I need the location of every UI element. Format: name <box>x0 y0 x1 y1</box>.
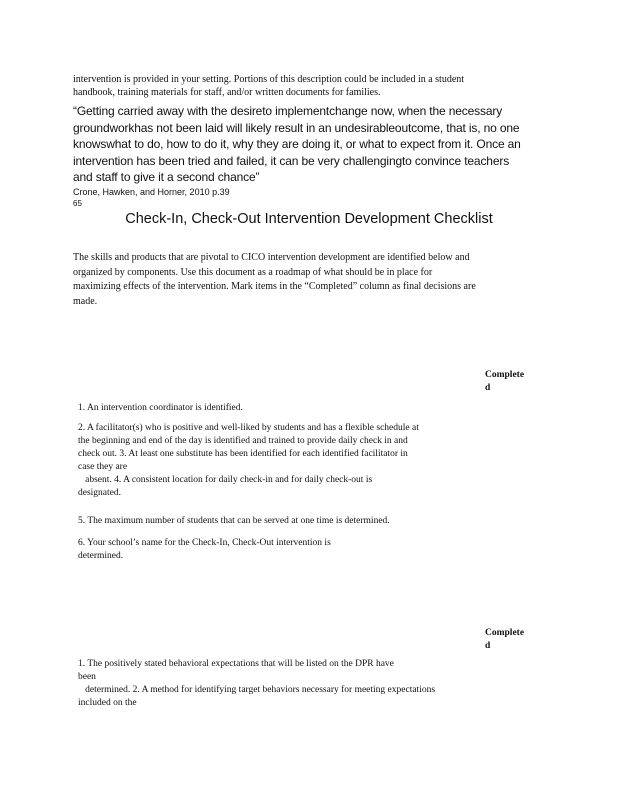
page-number: 65 <box>73 199 82 208</box>
checklist-item <box>78 402 243 415</box>
item-line: case they are <box>78 462 128 472</box>
intro-continued <box>73 74 464 99</box>
checklist-item <box>78 422 419 500</box>
quote-block <box>73 103 521 186</box>
lead-paragraph <box>73 251 476 309</box>
item-line: determined. 2. A method for identifying target behaviors necessary for meeting expectations <box>78 685 436 695</box>
item-line: 5. The maximum number of students that can be served at one time is determined. <box>78 516 390 526</box>
item-line: the beginning and end of the day is identified and trained to provide daily check in and <box>78 436 408 446</box>
item-line: 1. The positively stated behavioral expectations that will be listed on the DPR have <box>78 659 394 669</box>
completed-column-header <box>485 627 524 652</box>
quote-line: knowswhat to do, how to do it, why they are doing it, or what to expect from it. Once an <box>73 137 521 151</box>
column-header-line: d <box>485 382 491 393</box>
item-line: absent. 4. A consistent location for daily check-in and for daily check-out is <box>78 475 373 485</box>
page-title: Check-In, Check-Out Intervention Development Checklist <box>125 211 493 227</box>
item-line: been <box>78 672 96 682</box>
quote-line: and staff to give it a second chance” <box>73 170 260 184</box>
lead-line: maximizing effects of the intervention. Mark items in the “Completed” column as final decisions are <box>73 281 476 292</box>
checklist-item <box>78 658 435 710</box>
lead-line: The skills and products that are pivotal to CICO intervention development are identified below and <box>73 252 470 263</box>
quote-line: groundworkhas not been laid will likely result in an undesirableoutcome, that is, no one <box>73 120 520 135</box>
item-line: included on the <box>78 698 137 708</box>
intro-line: handbook, training materials for staff, and/or written documents for families. <box>73 86 381 98</box>
item-line: designated. <box>78 488 122 498</box>
checklist-item <box>78 515 390 528</box>
column-header-line: Complete <box>485 370 525 380</box>
quote-line: “Getting carried away with the desireto implementchange now, when the necessary <box>73 104 503 118</box>
lead-line: organized by components. Use this document as a roadmap of what should be in place for <box>73 266 433 278</box>
item-line: check out. 3. At least one substitute has been identified for each identified facilitator in <box>78 449 408 459</box>
item-line: 2. A facilitator(s) who is positive and well-liked by students and has a flexible schedule at <box>78 423 419 433</box>
citation: Crone, Hawken, and Horner, 2010 p.39 <box>73 187 230 197</box>
column-header-line: d <box>485 640 491 651</box>
intro-line: intervention is provided in your setting. Portions of this description could be included in a student <box>73 74 465 85</box>
item-line: 1. An intervention coordinator is identified. <box>78 403 243 413</box>
item-line: determined. <box>78 551 124 561</box>
checklist-item <box>78 537 331 563</box>
quote-line: intervention has been tried and failed, it can be very challengingto convince teachers <box>73 153 510 168</box>
lead-line: made. <box>73 295 98 307</box>
item-line: 6. Your school’s name for the Check-In, Check-Out intervention is <box>78 538 331 548</box>
column-header-line: Complete <box>485 628 525 638</box>
completed-column-header <box>485 369 524 394</box>
